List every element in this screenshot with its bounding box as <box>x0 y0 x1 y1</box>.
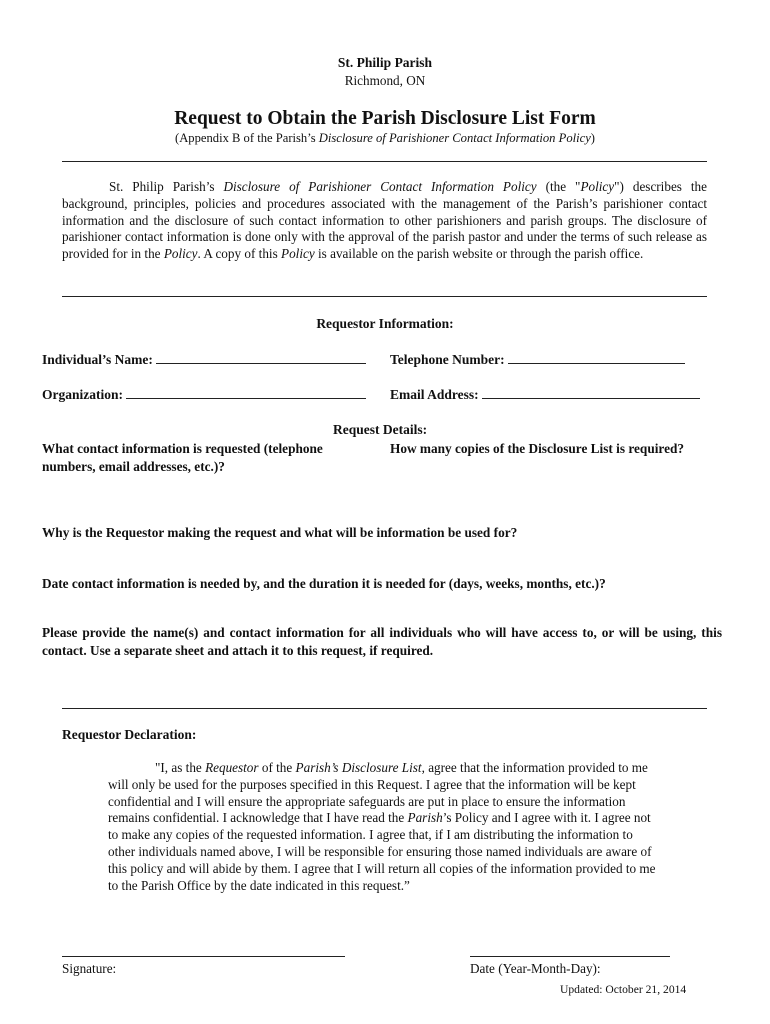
decl-list-name: Parish’s Disclosure List <box>295 760 422 775</box>
declaration-text <box>108 760 660 894</box>
divider-intro <box>62 296 707 297</box>
form-title: Request to Obtain the Parish Disclosure List Form <box>174 108 596 129</box>
phone-label: Telephone Number: <box>390 352 505 367</box>
parish-location: Richmond, ON <box>344 73 426 88</box>
intro-paragraph <box>62 179 707 263</box>
question-why: Why is the Requestor making the request and what will be information be used for? <box>42 525 518 540</box>
decl-text-5: , agree that the information provided to me will only be used for the purposes specified in this Request. I agree that the information will be kept confidential and I will ensure the appropriate safeguards are put in place to ensure the information remains confidential. I acknowledge that I have read the <box>108 760 648 826</box>
name-field-row <box>42 351 366 368</box>
decl-text-7: ’s Policy and I agree with it. I agree not to make any copies of the requested information. I agree that, if I am distributing the information to other individuals named above, I will be responsible for ensuring those named individuals are aware of this policy and will abide by them. I agree that I will return all copies of the information provided to me to the Parish Office by the date indicated in this request.” <box>108 810 656 893</box>
intro-policy-name: Disclosure of Parishioner Contact Information Policy <box>223 179 537 194</box>
org-field-row <box>42 386 366 403</box>
subtitle-pre: (Appendix B of the Parish’s <box>175 131 319 145</box>
intro-text-9: is available on the parish website or through the parish office. <box>314 246 644 262</box>
subtitle-post: ) <box>590 131 595 145</box>
email-input-line[interactable] <box>482 386 700 399</box>
signature-label: Signature: <box>62 961 117 976</box>
decl-requestor: Requestor <box>205 760 259 775</box>
decl-text-3: of the <box>258 760 296 775</box>
name-input-line[interactable] <box>156 351 366 364</box>
form-subtitle <box>0 131 770 146</box>
intro-policy-2: Policy <box>163 246 198 262</box>
date-line[interactable] <box>470 956 670 957</box>
question-copies: How many copies of the Disclosure List is required? <box>390 441 685 456</box>
decl-text-1: "I, as the <box>155 760 206 775</box>
divider-details <box>62 708 707 709</box>
requestor-heading: Requestor Information: <box>316 316 454 331</box>
email-field-row <box>390 386 700 403</box>
intro-text-5: ") describes the background, principles, policies and procedures associated with the management of the Parish’s parishioner contact information and the disclosure of such contact information to other parishioners and parish groups. The disclosure of parishioner contact information is done only with the approval of the parish pastor and under the terms of such release as provided for in the <box>62 179 707 262</box>
intro-text-3: (the " <box>536 179 581 194</box>
question-individuals: Please provide the name(s) and contact information for all individuals who will have access to, or will be using, this contact. Use a separate sheet and attach it to this request, if required. <box>42 625 722 658</box>
intro-policy-3: Policy <box>281 246 315 262</box>
org-label: Organization: <box>42 387 123 402</box>
subtitle-policy: Disclosure of Parishioner Contact Information Policy <box>318 131 591 145</box>
divider-top <box>62 161 707 162</box>
phone-field-row <box>390 351 685 368</box>
org-input-line[interactable] <box>126 386 366 399</box>
name-label: Individual’s Name: <box>42 352 153 367</box>
parish-name: St. Philip Parish <box>337 55 433 70</box>
decl-parish: Parish <box>407 810 443 826</box>
intro-policy-1: Policy <box>580 179 615 194</box>
intro-text-1: St. Philip Parish’s <box>109 179 224 194</box>
phone-input-line[interactable] <box>508 351 685 364</box>
intro-text-7: . A copy of this <box>197 246 282 262</box>
details-heading: Request Details: <box>333 422 428 437</box>
question-date-needed: Date contact information is needed by, and the duration it is needed for (days, weeks, months, etc.)? <box>42 576 606 591</box>
email-label: Email Address: <box>390 387 479 402</box>
question-contact-info: What contact information is requested (telephone numbers, email addresses, etc.)? <box>42 441 323 474</box>
updated-date: Updated: October 21, 2014 <box>560 983 687 996</box>
signature-line[interactable] <box>62 956 345 957</box>
declaration-heading: Requestor Declaration: <box>62 727 197 742</box>
date-label: Date (Year-Month-Day): <box>470 961 601 976</box>
